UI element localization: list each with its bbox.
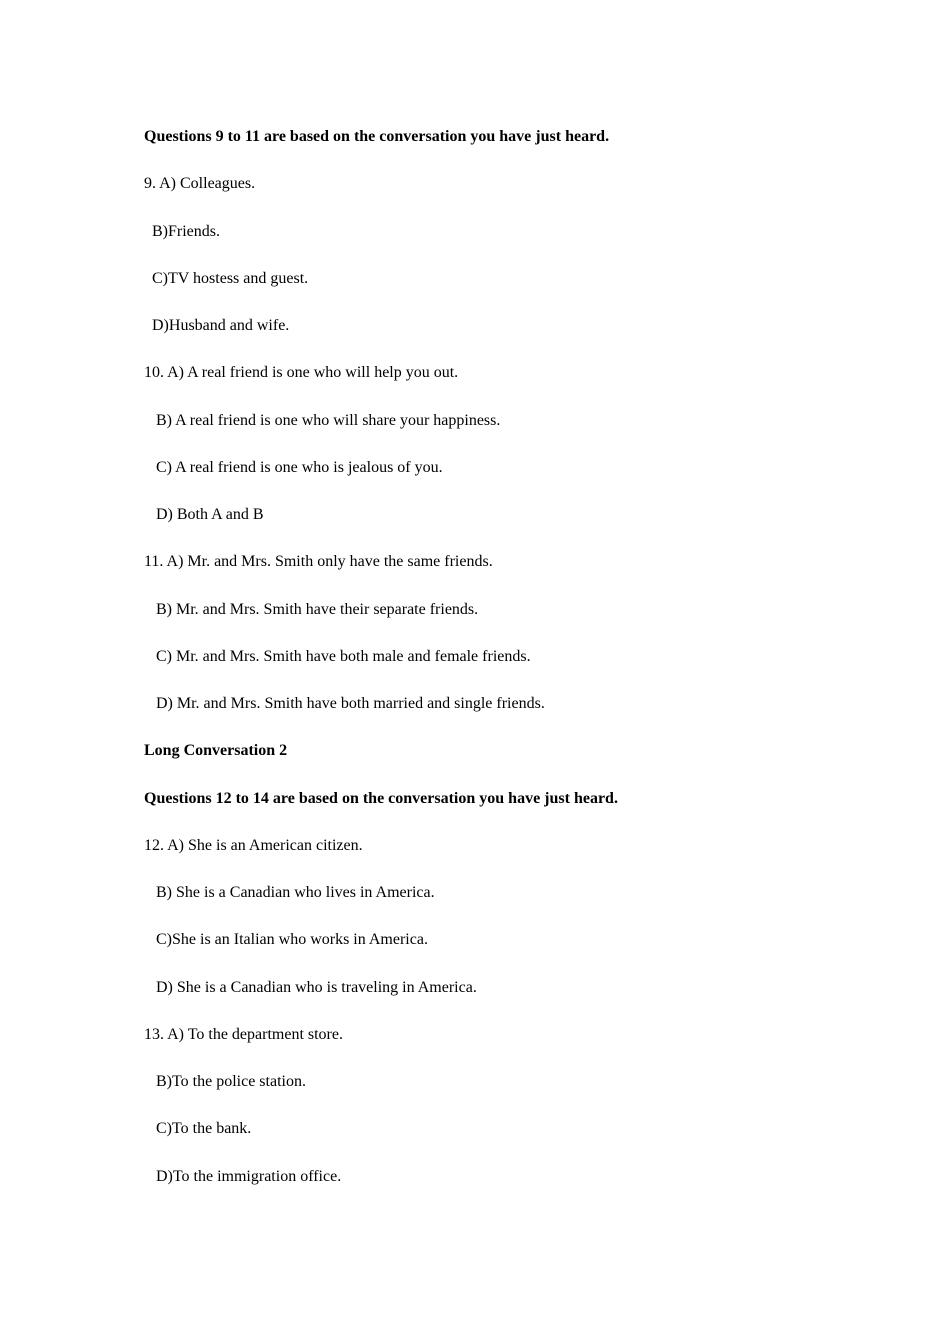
q9-option-a: 9. A) Colleagues. (144, 175, 256, 193)
q10-option-b: B) A real friend is one who will share your happiness. (156, 411, 501, 429)
q13-option-b: B)To the police station. (156, 1073, 306, 1090)
document-page (144, 125, 844, 1212)
q11-option-b: B) Mr. and Mrs. Smith have their separate friends. (156, 600, 479, 618)
q9-option-c: C)TV hostess and guest. (152, 269, 309, 287)
q13-option-d: D)To the immigration office. (156, 1167, 342, 1185)
q11-option-d: D) Mr. and Mrs. Smith have both married and single friends. (156, 695, 545, 712)
q11-option-c: C) Mr. and Mrs. Smith have both male and female friends. (156, 647, 531, 665)
q10-option-d: D) Both A and B (156, 506, 264, 523)
q13-option-a: 13. A) To the department store. (144, 1025, 343, 1043)
q10-option-c: C) A real friend is one who is jealous of you. (156, 458, 443, 476)
q12-option-d: D) She is a Canadian who is traveling in America. (156, 978, 477, 996)
section-title-long-conversation-2: Long Conversation 2 (144, 742, 288, 760)
q11-option-a: 11. A) Mr. and Mrs. Smith only have the same friends. (144, 553, 493, 571)
q12-option-b: B) She is a Canadian who lives in America. (156, 884, 435, 901)
q9-option-b: B)Friends. (152, 222, 220, 240)
section-heading-q9-11: Questions 9 to 11 are based on the conversation you have just heard. (144, 128, 610, 145)
q12-option-c: C)She is an Italian who works in America. (156, 931, 428, 949)
q12-option-a: 12. A) She is an American citizen. (144, 836, 363, 854)
q10-option-a: 10. A) A real friend is one who will help you out. (144, 364, 459, 382)
q13-option-c: C)To the bank. (156, 1120, 252, 1138)
section-heading-q12-14: Questions 12 to 14 are based on the conversation you have just heard. (144, 789, 618, 807)
q9-option-d: D)Husband and wife. (152, 317, 290, 334)
